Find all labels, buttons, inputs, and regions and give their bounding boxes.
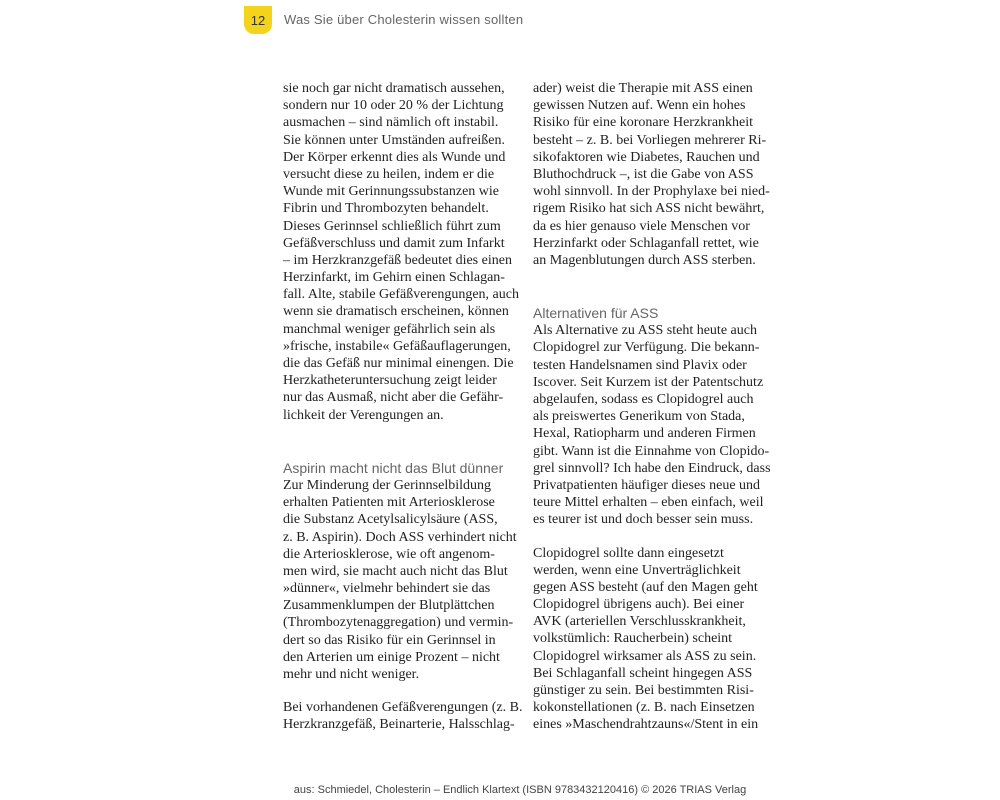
text-line: Bei vorhandenen Gefäßverengungen (z. B. — [283, 700, 523, 716]
left-paragraph-2 — [283, 477, 523, 683]
text-line: dert so das Risiko für ein Gerinnsel in — [283, 632, 496, 648]
text-line: Herzinfarkt oder Schlaganfall rettet, wie — [533, 235, 759, 251]
text-line: gegen ASS besteht (auf den Magen geht — [533, 579, 758, 595]
text-line: gewissen Nutzen auf. Wenn ein hohes — [533, 98, 746, 114]
text-line: testen Handelsnamen sind Plavix oder — [533, 357, 747, 373]
text-line: sie noch gar nicht dramatisch aussehen, — [283, 81, 505, 96]
text-line: Herzkatheteruntersuchung zeigt leider — [283, 373, 497, 389]
text-line: Wunde mit Gerinnungssubstanzen wie — [283, 184, 500, 200]
left-paragraph-1 — [283, 80, 523, 424]
text-line: Sie können unter Umständen aufreißen. — [283, 132, 505, 148]
text-line: als preiswertes Generikum von Stada, — [533, 409, 745, 425]
text-line: Hexal, Ratiopharm und anderen Firmen — [533, 426, 756, 442]
text-line: es teurer ist und doch besser sein muss. — [533, 512, 754, 528]
text-line: die das Gefäß nur minimal einengen. Die — [283, 356, 514, 371]
page-number-badge — [244, 6, 272, 34]
section-heading-aspirin: Aspirin macht nicht das Blut dünner — [283, 459, 504, 476]
text-line: mehr und nicht weniger. — [283, 667, 420, 682]
text-line: sondern nur 10 oder 20 % der Lichtung — [283, 98, 504, 114]
text-line: gibt. Wann ist die Einnahme von Clopido- — [533, 443, 770, 459]
text-line: manchmal weniger gefährlich sein als — [283, 321, 496, 337]
text-line: Bei Schlaganfall scheint hingegen ASS — [533, 665, 753, 681]
section-heading-alternatives: Alternativen für ASS — [533, 305, 659, 322]
text-line: sikofaktoren wie Diabetes, Rauchen und — [533, 149, 760, 165]
text-line: ausmachen – sind nämlich oft instabil. — [283, 115, 499, 131]
text-line: Gefäßverschluss und damit zum Infarkt — [283, 235, 505, 251]
text-line: »frische, instabile« Gefäßauflagerungen, — [283, 338, 511, 354]
text-line: – im Herzkranzgefäß bedeutet dies einen — [283, 252, 512, 268]
text-line: versucht diese zu heilen, indem er die — [283, 166, 495, 182]
page-number: 12 — [250, 12, 266, 28]
text-line: Der Körper erkennt dies als Wunde und — [283, 149, 506, 165]
text-line: Bluthochdruck –, ist die Gabe von ASS — [533, 166, 754, 182]
text-line: Clopidogrel wirksamer als ASS zu sein. — [533, 648, 757, 664]
text-line: Clopidogrel übrigens auch). Bei einer — [533, 597, 745, 613]
text-line: kokonstellationen (z. B. nach Einsetzen — [533, 700, 755, 716]
text-line: teure Mittel erhalten – eben einfach, weil — [533, 495, 764, 511]
right-paragraph-1 — [533, 80, 773, 269]
text-line: Clopidogrel zur Verfügung. Die bekann- — [533, 340, 760, 356]
text-line: die Arteriosklerose, wie oft angenom- — [283, 546, 495, 562]
text-line: rigem Risiko hat sich ASS nicht bewährt, — [533, 201, 765, 217]
right-paragraph-3 — [533, 545, 773, 734]
text-line: Fibrin und Thrombozyten behandelt. — [283, 201, 489, 217]
text-line: Herzkranzgefäß, Beinarterie, Halsschlag- — [283, 717, 515, 733]
text-line: volkstümlich: Raucherbein) scheint — [533, 631, 733, 647]
text-line: (Thrombozytenaggregation) und vermin- — [283, 615, 514, 631]
text-line: grel sinnvoll? Ich habe den Eindruck, dass — [533, 460, 771, 476]
text-line: AVK (arteriellen Verschlusskrankheit, — [533, 614, 746, 630]
text-line: Clopidogrel sollte dann eingesetzt — [533, 545, 724, 561]
text-line: Dieses Gerinnsel schließlich führt zum — [283, 218, 501, 234]
footer-citation: aus: Schmiedel, Cholesterin – Endlich Klartext (ISBN 9783432120416) © 2026 TRIAS Verlag — [293, 784, 747, 796]
text-line: z. B. Aspirin). Doch ASS verhindert nicht — [283, 529, 517, 545]
text-line: Herzinfarkt, im Gehirn einen Schlagan- — [283, 270, 505, 286]
text-line: Risiko für eine koronare Herzkrankheit — [533, 115, 754, 131]
text-line: den Arterien um einige Prozent – nicht — [283, 649, 500, 665]
text-line: Als Alternative zu ASS steht heute auch — [533, 323, 757, 339]
text-line: günstiger zu sein. Bei bestimmten Risi- — [533, 683, 754, 698]
text-line: Zur Minderung der Gerinnselbildung — [283, 477, 492, 493]
text-line: wenn sie dramatisch erscheinen, können — [283, 304, 509, 320]
text-line: werden, wenn eine Unverträglichkeit — [533, 562, 741, 578]
text-line: ader) weist die Therapie mit ASS einen — [533, 81, 753, 96]
text-line: men wird, sie macht auch nicht das Blut — [283, 563, 508, 579]
right-paragraph-2 — [533, 322, 773, 528]
text-line: abgelaufen, sodass es Clopidogrel auch — [533, 392, 754, 407]
text-line: an Magenblutungen durch ASS sterben. — [533, 252, 756, 268]
left-paragraph-3 — [283, 699, 523, 733]
text-line: wohl sinnvoll. In der Prophylaxe bei nied- — [533, 184, 770, 200]
text-line: Zusammenklumpen der Blutplättchen — [283, 598, 495, 614]
text-line: »dünner«, vielmehr behindert sie das — [283, 581, 491, 597]
right-column — [533, 80, 773, 734]
text-line: die Substanz Acetylsalicylsäure (ASS, — [283, 512, 498, 528]
text-line: nur das Ausmaß, nicht aber die Gefähr- — [283, 390, 504, 406]
text-line: eines »Maschendrahtzauns«/Stent in ein — [533, 717, 759, 733]
text-line: Privatpatienten häufiger dieses neue und — [533, 477, 761, 493]
text-line: besteht – z. B. bei Vorliegen mehrerer Ri- — [533, 132, 767, 148]
text-line: erhalten Patienten mit Arteriosklerose — [283, 495, 495, 511]
text-line: fall. Alte, stabile Gefäßverengungen, auch — [283, 287, 519, 303]
text-line: Iscover. Seit Kurzem ist der Patentschutz — [533, 374, 764, 390]
text-line: lichkeit der Verengungen an. — [283, 407, 444, 423]
text-line: da es hier genauso viele Menschen vor — [533, 218, 750, 234]
left-column — [283, 80, 523, 734]
running-title: Was Sie über Cholesterin wissen sollten — [284, 12, 524, 27]
